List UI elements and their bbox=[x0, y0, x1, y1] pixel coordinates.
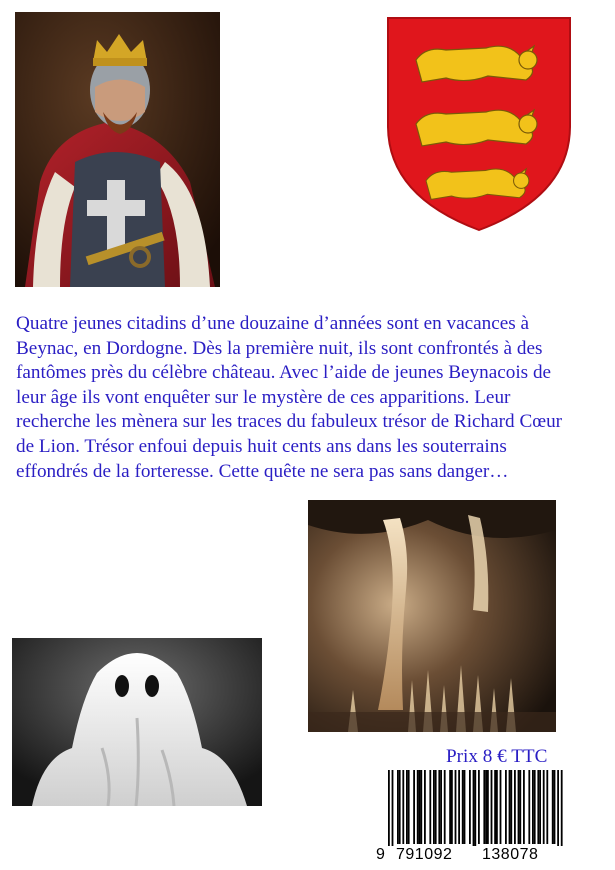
barcode-bar bbox=[487, 770, 489, 844]
ghost-image bbox=[12, 638, 262, 806]
barcode-bar bbox=[554, 770, 556, 844]
barcode-group-2: 138078 bbox=[482, 846, 539, 863]
barcode-bar bbox=[552, 770, 554, 844]
barcode-digits bbox=[372, 846, 568, 864]
barcode-bar bbox=[518, 770, 520, 844]
barcode-bar bbox=[392, 770, 394, 852]
barcode-bar bbox=[473, 770, 475, 852]
barcode-bar bbox=[435, 770, 437, 844]
back-cover-blurb: Quatre jeunes citadins d’une douzaine d’années sont en vacances à Beynac, en Dordogne. Dès la première nuit, ils sont confrontés à des fantômes près du célèbre château. Avec l’aide de jeunes Beynacois de leur âge ils vont enquêter sur le mystère de ces apparitions. Leur recherche les mènera sur les traces du fabuleux trésor de Richard Cœur de Lion. Trésor enfoui depuis huit cents ans dans les souterrains effondrés de la forteresse. Cette quête ne sera pas sans danger… bbox=[16, 313, 563, 482]
barcode-prefix-digit: 9 bbox=[376, 846, 386, 863]
barcode-bar bbox=[528, 770, 530, 844]
barcode-bar bbox=[406, 770, 408, 844]
barcode-bar bbox=[509, 770, 511, 844]
barcode-bar bbox=[494, 770, 496, 844]
barcode-bar bbox=[561, 770, 563, 852]
barcode-bar bbox=[523, 770, 525, 844]
barcode-bars bbox=[372, 770, 568, 852]
barcode-bar bbox=[424, 770, 426, 844]
barcode-bar bbox=[537, 770, 539, 844]
barcode-bar bbox=[478, 770, 480, 844]
barcode-bar bbox=[438, 770, 440, 844]
barcode-bar bbox=[462, 770, 464, 844]
barcode-bar bbox=[440, 770, 442, 844]
barcode-bar bbox=[455, 770, 457, 844]
coat-of-arms-image bbox=[386, 16, 572, 232]
barcode-bar bbox=[444, 770, 446, 844]
barcode-bar bbox=[557, 770, 559, 852]
cave-stalactites-image bbox=[308, 500, 556, 732]
barcode-bar bbox=[388, 770, 390, 852]
barcode-bar bbox=[505, 770, 507, 844]
barcode-bar bbox=[451, 770, 453, 844]
barcode-bar bbox=[419, 770, 421, 844]
barcode-bar bbox=[514, 770, 516, 844]
barcode-bar bbox=[483, 770, 485, 844]
barcode-bar bbox=[408, 770, 410, 844]
barcode-bar bbox=[458, 770, 460, 844]
barcode-bar bbox=[413, 770, 415, 844]
barcode-bar bbox=[417, 770, 419, 844]
barcode-bar bbox=[433, 770, 435, 844]
barcode-bar bbox=[546, 770, 548, 844]
barcode-bar bbox=[543, 770, 545, 844]
barcode-bar bbox=[485, 770, 487, 844]
king-portrait-image bbox=[15, 12, 220, 287]
barcode-group-1: 791092 bbox=[396, 846, 453, 863]
barcode-bar bbox=[496, 770, 498, 844]
barcode-bar bbox=[474, 770, 476, 852]
barcode-bar bbox=[420, 770, 422, 844]
barcode-bar bbox=[500, 770, 502, 844]
price-label: Prix 8 € TTC bbox=[446, 746, 548, 767]
barcode-bar bbox=[397, 770, 399, 844]
barcode-bar bbox=[534, 770, 536, 844]
barcode-bar bbox=[491, 770, 493, 844]
barcode-bar bbox=[469, 770, 471, 844]
barcode-bar bbox=[429, 770, 431, 844]
barcode-bar bbox=[510, 770, 512, 844]
barcode-bar bbox=[402, 770, 404, 844]
barcode-bar bbox=[532, 770, 534, 844]
barcode-bar bbox=[399, 770, 401, 844]
barcode-bar bbox=[464, 770, 466, 844]
barcode-bar bbox=[519, 770, 521, 844]
barcode-bar bbox=[449, 770, 451, 844]
isbn-barcode bbox=[372, 770, 568, 864]
barcode-bar bbox=[539, 770, 541, 844]
